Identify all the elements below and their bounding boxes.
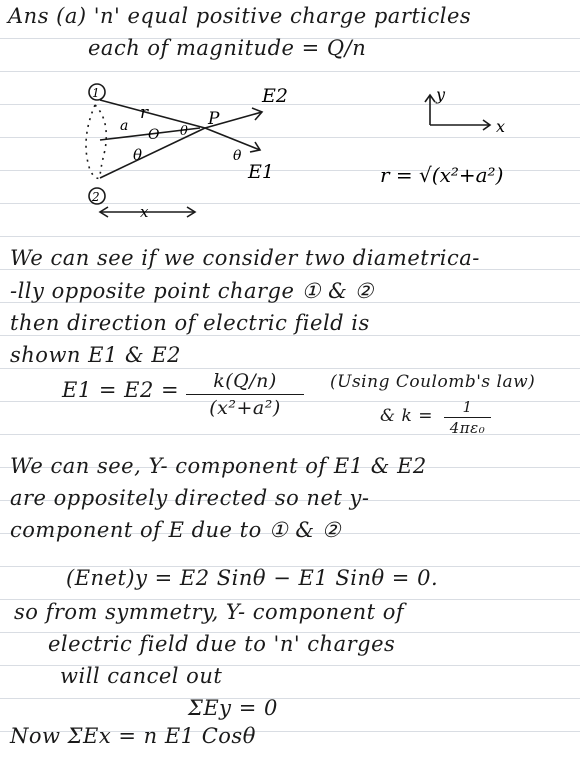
- point-p-label: P: [208, 109, 220, 129]
- k-def-denominator: 4πε₀: [449, 419, 486, 437]
- eq1-note: (Using Coulomb's law): [330, 372, 536, 392]
- body-line-10: will cancel out: [60, 664, 223, 688]
- k-def-fraction: [440, 398, 495, 437]
- charge-diagram: [0, 0, 580, 232]
- theta-mid-label: θ: [180, 124, 188, 139]
- charge-1-label: 1: [92, 86, 100, 100]
- body-line-7: component of E due to ① & ②: [10, 518, 342, 542]
- eq1-fraction-bar: [186, 394, 304, 395]
- eq2-net-field-y: (Enet)y = E2 Sinθ − E1 Sinθ = 0.: [66, 566, 439, 590]
- x-axis-label: x: [496, 117, 506, 136]
- body-line-2: -lly opposite point charge ① & ②: [10, 279, 374, 303]
- eq1-fraction: [180, 370, 310, 419]
- body-line-9: electric field due to 'n' charges: [48, 632, 396, 656]
- k-def-numerator: 1: [462, 398, 473, 416]
- theta-right-label: θ: [233, 148, 242, 164]
- body-line-6: are oppositely directed so net y-: [10, 486, 370, 510]
- origin-label: O: [148, 127, 160, 143]
- eq4-sum-ex: Now ΣEx = n E1 Cosθ: [10, 724, 256, 748]
- alpha-label: a: [120, 118, 129, 134]
- body-line-4: shown E1 & E2: [10, 343, 182, 367]
- theta-left-label: θ: [133, 146, 143, 164]
- eq1-denominator: (x²+a²): [209, 397, 281, 419]
- eq1-numerator: k(Q/n): [213, 370, 277, 392]
- intro-line: Ans (a) 'n' equal positive charge particles: [8, 4, 472, 28]
- e2-label: E2: [262, 85, 288, 107]
- magnitude-line: each of magnitude = Q/n: [88, 36, 367, 60]
- eq1-lhs: E1 = E2 =: [62, 378, 180, 402]
- r-label: r: [140, 103, 149, 123]
- k-def-fraction-bar: [444, 417, 491, 418]
- r-formula: r = √(x²+a²): [380, 163, 504, 187]
- charge-2-label: 2: [92, 190, 100, 204]
- x-span-label: x: [140, 203, 149, 221]
- k-def-lhs: & k =: [380, 406, 433, 426]
- y-axis-label: y: [436, 85, 446, 104]
- body-line-8: so from symmetry, Y- component of: [14, 600, 405, 624]
- e1-label: E1: [248, 161, 274, 183]
- body-line-5: We can see, Y- component of E1 & E2: [10, 454, 427, 478]
- body-line-3: then direction of electric field is: [10, 311, 370, 335]
- body-line-1: We can see if we consider two diametrica-: [10, 246, 480, 270]
- eq3-sum-ey: ΣEy = 0: [188, 696, 278, 720]
